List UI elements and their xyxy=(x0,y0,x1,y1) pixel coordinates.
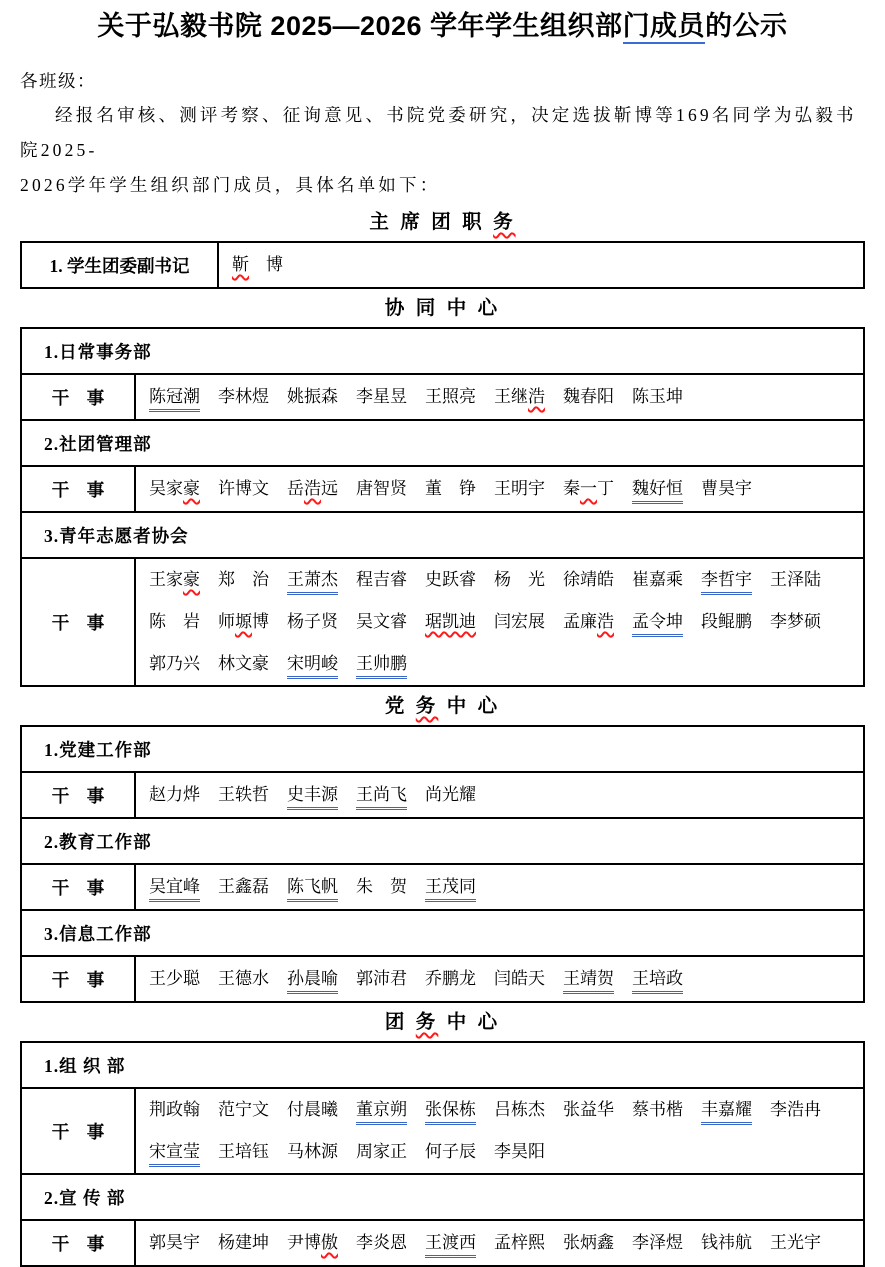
member-name: 李林煜 xyxy=(218,387,269,406)
spellcheck-squiggle: 浩 xyxy=(528,387,545,406)
member-name: 荆政翰 xyxy=(149,1100,200,1119)
member-name: 郭昊宇 xyxy=(149,1233,200,1252)
department-label: 1.日常事务部 xyxy=(21,328,864,374)
member-names-cell xyxy=(135,558,864,686)
member-name: 王萧杰 xyxy=(287,568,338,595)
member-name: 蔡书楷 xyxy=(632,1100,683,1119)
member-name: 吕栋杰 xyxy=(494,1100,545,1119)
member-name: 王德水 xyxy=(218,969,269,988)
member-name: 吴宜峰 xyxy=(149,875,200,902)
text-segment: 关于弘毅书院 2025—2026 学年学生组织部 xyxy=(97,11,623,41)
member-name: 林文豪 xyxy=(218,654,269,673)
member-name: 靳 博 xyxy=(232,255,283,274)
text-segment: 中 心 xyxy=(438,1011,501,1033)
position-label: 干 事 xyxy=(21,1088,135,1174)
section-heading xyxy=(20,295,865,321)
member-name: 王光宇 xyxy=(770,1233,821,1252)
spellcheck-squiggle: 浩 xyxy=(304,479,321,498)
text-segment: 团 xyxy=(384,1011,416,1033)
member-name: 闫宏展 xyxy=(494,612,545,631)
member-name: 李昊阳 xyxy=(494,1142,545,1161)
section-table xyxy=(20,1041,865,1267)
member-names-cell xyxy=(135,466,864,512)
member-name: 王鑫磊 xyxy=(218,877,269,896)
member-name: 宋明峻 xyxy=(287,652,338,679)
member-name: 李泽煜 xyxy=(632,1233,683,1252)
department-label: 3.信息工作部 xyxy=(21,910,864,956)
member-name: 董 铮 xyxy=(425,479,476,498)
member-names-cell xyxy=(135,772,864,818)
table-row xyxy=(21,512,864,558)
member-name: 王明宇 xyxy=(494,479,545,498)
spellcheck-squiggle: 豪 xyxy=(183,570,200,589)
member-name: 尹博傲 xyxy=(287,1233,338,1252)
member-name: 王照亮 xyxy=(425,387,476,406)
member-name: 王渡西 xyxy=(425,1231,476,1258)
spellcheck-squiggle: 一 xyxy=(580,479,597,498)
text-segment: 主 席 团 职 xyxy=(369,211,494,233)
member-name: 孟梓熙 xyxy=(494,1233,545,1252)
member-name: 宋宣莹 xyxy=(149,1140,200,1167)
member-name: 闫皓天 xyxy=(494,969,545,988)
member-name: 乔鹏龙 xyxy=(425,969,476,988)
member-name: 姚振森 xyxy=(287,387,338,406)
member-name: 魏好恒 xyxy=(632,477,683,504)
member-name: 郭乃兴 xyxy=(149,654,200,673)
table-row xyxy=(21,242,864,288)
member-name: 陈玉坤 xyxy=(632,387,683,406)
position-label: 1. 学生团委副书记 xyxy=(21,242,218,288)
member-name: 李浩冉 xyxy=(770,1100,821,1119)
table-row xyxy=(21,910,864,956)
text-segment: 党 xyxy=(384,695,416,717)
member-name: 师塬博 xyxy=(218,612,269,631)
member-name: 王靖贺 xyxy=(563,967,614,994)
member-name: 李梦硕 xyxy=(770,612,821,631)
member-names-cell xyxy=(135,374,864,420)
proofing-mark-red: 务 xyxy=(415,1011,439,1033)
section-heading xyxy=(20,1009,865,1035)
member-name xyxy=(425,601,476,643)
member-name: 王家豪 xyxy=(149,570,200,589)
member-name: 史跃睿 xyxy=(425,570,476,589)
member-name: 程吉睿 xyxy=(356,570,407,589)
member-name: 段鲲鹏 xyxy=(701,612,752,631)
section-table xyxy=(20,327,865,687)
member-name: 范宁文 xyxy=(218,1100,269,1119)
member-name: 崔嘉乘 xyxy=(632,570,683,589)
text-segment: 的公示 xyxy=(705,11,788,41)
member-name: 唐智贤 xyxy=(356,479,407,498)
intro-paragraph-line-1: 经报名审核、测评考察、征询意见、书院党委研究，决定选拔靳博等169名同学为弘毅书院2025- xyxy=(20,105,857,160)
table-row xyxy=(21,1220,864,1266)
member-name: 王轶哲 xyxy=(218,785,269,804)
department-label: 2.教育工作部 xyxy=(21,818,864,864)
table-row xyxy=(21,374,864,420)
member-name: 李炎恩 xyxy=(356,1233,407,1252)
department-label: 1.党建工作部 xyxy=(21,726,864,772)
table-row xyxy=(21,864,864,910)
section-heading xyxy=(20,693,865,719)
position-label: 干 事 xyxy=(21,374,135,420)
member-name: 杨建坤 xyxy=(218,1233,269,1252)
department-label: 3.青年志愿者协会 xyxy=(21,512,864,558)
table-row xyxy=(21,328,864,374)
proofing-mark-red: 务 xyxy=(493,211,516,233)
member-name: 曹昊宇 xyxy=(701,479,752,498)
member-name: 尚光耀 xyxy=(425,785,476,804)
member-name: 杨子贤 xyxy=(287,612,338,631)
position-label: 干 事 xyxy=(21,864,135,910)
spellcheck-squiggle: 靳 xyxy=(232,255,249,274)
member-name: 赵力烨 xyxy=(149,785,200,804)
member-names-cell xyxy=(218,242,864,288)
spellcheck-squiggle: 傲 xyxy=(321,1233,338,1252)
section-table xyxy=(20,241,865,289)
sections-container xyxy=(20,209,865,1267)
member-name: 王泽陆 xyxy=(770,570,821,589)
member-name: 秦一丁 xyxy=(563,479,614,498)
member-name: 王少聪 xyxy=(149,969,200,988)
department-label: 2.宣 传 部 xyxy=(21,1174,864,1220)
member-name: 孙晨喻 xyxy=(287,967,338,994)
member-name: 朱 贺 xyxy=(356,877,407,896)
member-name: 吴文睿 xyxy=(356,612,407,631)
position-label: 干 事 xyxy=(21,466,135,512)
member-name: 张炳鑫 xyxy=(563,1233,614,1252)
member-names-cell xyxy=(135,956,864,1002)
member-name: 王尚飞 xyxy=(356,783,407,810)
table-row xyxy=(21,466,864,512)
member-name: 付晨曦 xyxy=(287,1100,338,1119)
member-name: 张保栋 xyxy=(425,1098,476,1125)
table-row xyxy=(21,558,864,686)
text-segment: 协 同 中 心 xyxy=(384,297,501,319)
table-row xyxy=(21,1088,864,1174)
position-label: 干 事 xyxy=(21,1220,135,1266)
member-name: 王茂同 xyxy=(425,875,476,902)
proofing-mark-red: 务 xyxy=(415,695,439,717)
table-row xyxy=(21,1042,864,1088)
member-name: 孟令坤 xyxy=(632,610,683,637)
intro-paragraph-line-2: 2026学年学生组织部门成员，具体名单如下： xyxy=(20,175,441,195)
member-name: 许博文 xyxy=(218,479,269,498)
text-segment: 中 心 xyxy=(438,695,501,717)
member-name: 吴家豪 xyxy=(149,479,200,498)
member-name: 岳浩远 xyxy=(287,479,338,498)
table-row xyxy=(21,818,864,864)
table-row xyxy=(21,772,864,818)
member-names-cell xyxy=(135,1220,864,1266)
member-name: 张益华 xyxy=(563,1100,614,1119)
member-names-cell xyxy=(135,864,864,910)
member-name: 郑 治 xyxy=(218,570,269,589)
table-row xyxy=(21,420,864,466)
spellcheck-squiggle: 浩 xyxy=(597,612,614,631)
department-label: 2.社团管理部 xyxy=(21,420,864,466)
proofing-mark-blueline: 门成员 xyxy=(623,11,706,44)
member-name: 周家正 xyxy=(356,1142,407,1161)
member-name: 陈飞帆 xyxy=(287,875,338,902)
member-name: 王帅鹏 xyxy=(356,652,407,679)
spellcheck-squiggle: 塬 xyxy=(235,612,252,631)
member-name: 李哲宇 xyxy=(701,568,752,595)
spellcheck-squiggle: 豪 xyxy=(183,479,200,498)
member-name: 孟廉浩 xyxy=(563,612,614,631)
document-title xyxy=(20,0,865,46)
member-names-cell xyxy=(135,1088,864,1174)
section-heading xyxy=(20,209,865,235)
member-name: 丰嘉耀 xyxy=(701,1098,752,1125)
member-name: 魏春阳 xyxy=(563,387,614,406)
spellcheck-squiggle: 琚凯迪 xyxy=(425,612,476,631)
member-name: 董京朔 xyxy=(356,1098,407,1125)
salutation: 各班级： xyxy=(20,71,96,91)
table-row xyxy=(21,956,864,1002)
table-row xyxy=(21,726,864,772)
member-name: 陈 岩 xyxy=(149,612,200,631)
position-label: 干 事 xyxy=(21,558,135,686)
member-name: 王培钰 xyxy=(218,1142,269,1161)
member-name: 钱祎航 xyxy=(701,1233,752,1252)
member-name: 陈冠潮 xyxy=(149,385,200,412)
member-name: 徐靖皓 xyxy=(563,570,614,589)
member-name: 史丰源 xyxy=(287,783,338,810)
position-label: 干 事 xyxy=(21,772,135,818)
department-label: 1.组 织 部 xyxy=(21,1042,864,1088)
position-label: 干 事 xyxy=(21,956,135,1002)
member-name: 杨 光 xyxy=(494,570,545,589)
member-name: 王继浩 xyxy=(494,387,545,406)
section-table xyxy=(20,725,865,1003)
member-name: 何子辰 xyxy=(425,1142,476,1161)
member-name: 李星昱 xyxy=(356,387,407,406)
member-name: 马林源 xyxy=(287,1142,338,1161)
table-row xyxy=(21,1174,864,1220)
member-name: 王培政 xyxy=(632,967,683,994)
member-name: 郭沛君 xyxy=(356,969,407,988)
